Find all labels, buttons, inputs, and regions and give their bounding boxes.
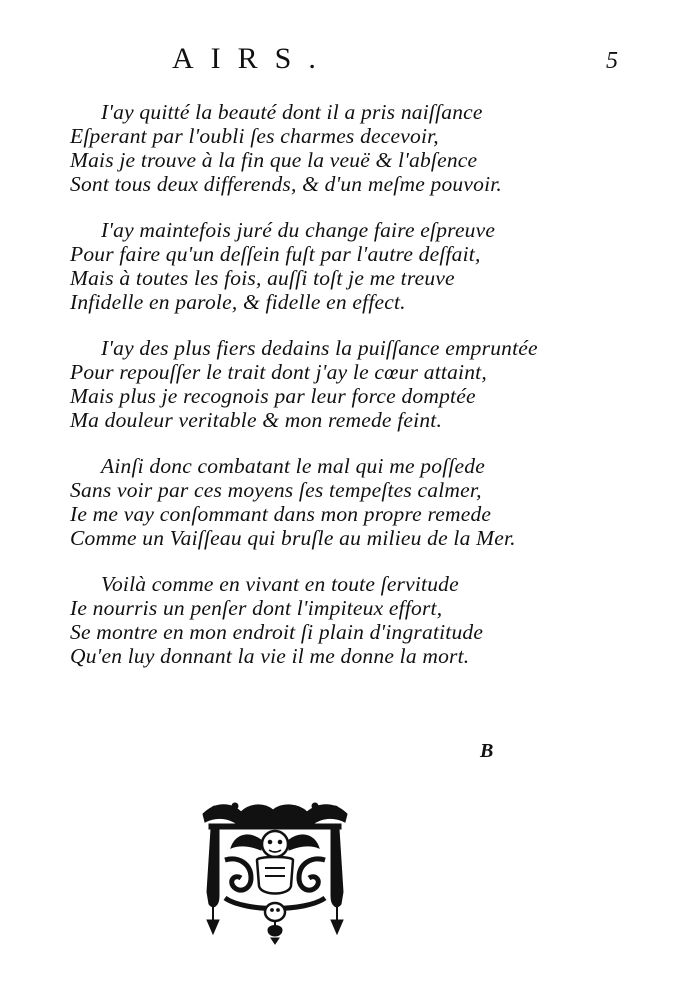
verse-line: I'ay quitté la beauté dont il a pris naiſſance bbox=[101, 100, 483, 124]
verse-line: Ma douleur veritable & mon remede feint. bbox=[70, 408, 443, 432]
poem bbox=[70, 100, 540, 690]
verse-line: Se montre en mon endroit ſi plain d'ingratitude bbox=[70, 620, 484, 644]
verse-line: Mais plus je recognois par leur force domptée bbox=[70, 384, 476, 408]
catchword: B bbox=[480, 740, 494, 762]
stanza-3 bbox=[70, 336, 540, 432]
verse-line: Comme un Vaiſſeau qui bruſle au milieu de la Mer. bbox=[70, 526, 516, 550]
verse-line: Infidelle en parole, & fidelle en effect. bbox=[70, 290, 406, 314]
page-header bbox=[0, 40, 682, 80]
stanza-4 bbox=[70, 454, 540, 550]
stanza-2 bbox=[70, 218, 540, 314]
verse-line: Qu'en luy donnant la vie il me donne la mort. bbox=[70, 644, 470, 668]
verse-line: Sans voir par ces moyens ſes tempeſtes calmer, bbox=[70, 478, 482, 502]
verse-line: Mais à toutes les fois, auſſi toſt je me treuve bbox=[70, 266, 455, 290]
verse-line: I'ay maintefois juré du change faire eſpreuve bbox=[101, 218, 496, 242]
stanza-5 bbox=[70, 572, 540, 668]
verse-line: Ie nourris un penſer dont l'impiteux effort, bbox=[70, 596, 443, 620]
page-number: 5 bbox=[606, 48, 618, 74]
verse-line: Voilà comme en vivant en toute ſervitude bbox=[101, 572, 459, 596]
verse-line: Eſperant par l'oubli ſes charmes decevoir, bbox=[70, 124, 439, 148]
verse-line: Sont tous deux differends, & d'un meſme pouvoir. bbox=[70, 172, 502, 196]
stanza-1 bbox=[70, 100, 540, 196]
verse-line: I'ay des plus fiers dedains la puiſſance empruntée bbox=[101, 336, 538, 360]
verse-line: Pour faire qu'un deſſein fuſt par l'autre deſfait, bbox=[70, 242, 481, 266]
verse-line: Ainſi donc combatant le mal qui me poſſede bbox=[101, 454, 485, 478]
cherub-ornament-icon bbox=[195, 800, 355, 945]
verse-line: Pour repouſſer le trait dont j'ay le cœur attaint, bbox=[70, 360, 487, 384]
running-title: AIRS. bbox=[172, 42, 333, 75]
verse-line: Ie me vay conſommant dans mon propre remede bbox=[70, 502, 492, 526]
verse-line: Mais je trouve à la fin que la veuë & l'abſence bbox=[70, 148, 478, 172]
